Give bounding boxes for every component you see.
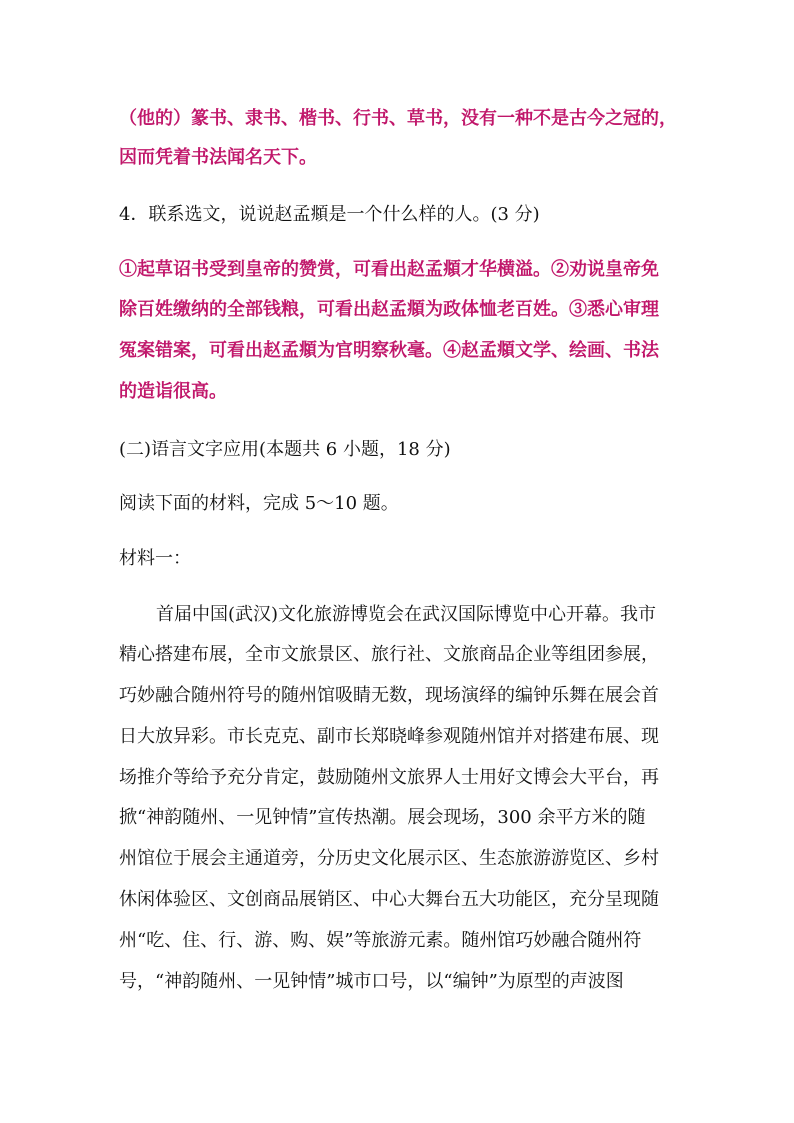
material-1-line-7: 州馆位于展会主通道旁，分历史文化展示区、生态旅游游览区、乡村: [119, 848, 659, 869]
material-1-label: 材料一：: [119, 548, 191, 569]
answer-3-line-1: （他的）篆书、隶书、楷书、行书、草书，没有一种不是古今之冠的，: [119, 108, 677, 129]
answer-4-line-2: 除百姓缴纳的全部钱粮，可看出赵孟頫为政体恤老百姓。③悉心审理: [119, 299, 659, 320]
material-1-line-5: 场推介等给予充分肯定，鼓励随州文旅界人士用好文博会大平台，再: [119, 767, 659, 788]
material-1-line-2: 精心搭建布展，全市文旅景区、旅行社、文旅商品企业等组团参展，: [119, 644, 659, 665]
material-1-line-1: 首届中国(武汉)文化旅游博览会在武汉国际博览中心开幕。我市: [156, 604, 657, 625]
material-1-line-3: 巧妙融合随州符号的随州馆吸睛无数，现场演绎的编钟乐舞在展会首: [119, 685, 659, 706]
material-1-line-4: 日大放异彩。市长克克、副市长郑晓峰参观随州馆并对搭建布展、现: [119, 726, 659, 747]
answer-4-line-3: 冤案错案，可看出赵孟頫为官明察秋毫。④赵孟頫文学、绘画、书法: [119, 340, 659, 361]
answer-4-line-1: ①起草诏书受到皇帝的赞赏，可看出赵孟頫才华横溢。②劝说皇帝免: [119, 259, 659, 280]
section-2-title: (二)语言文字应用(本题共 6 小题，18 分): [119, 439, 451, 460]
material-1-line-10: 号，“神韵随州、一见钟情”城市口号，以“编钟”为原型的声波图: [119, 971, 624, 992]
material-1-line-6: 掀“神韵随州、一见钟情”宣传热潮。展会现场，300 余平方米的随: [119, 807, 646, 828]
material-1-line-9: 州“吃、住、行、游、购、娱”等旅游元素。随州馆巧妙融合随州符: [119, 930, 642, 951]
answer-3-line-2: 因而凭着书法闻名天下。: [119, 147, 317, 168]
reading-instruction: 阅读下面的材料，完成 5～10 题。: [119, 493, 399, 514]
material-1-line-8: 休闲体验区、文创商品展销区、中心大舞台五大功能区，充分呈现随: [119, 889, 659, 910]
answer-4-line-4: 的造诣很高。: [119, 381, 227, 402]
question-4: 4．联系选文，说说赵孟頫是一个什么样的人。(3 分): [119, 204, 540, 225]
